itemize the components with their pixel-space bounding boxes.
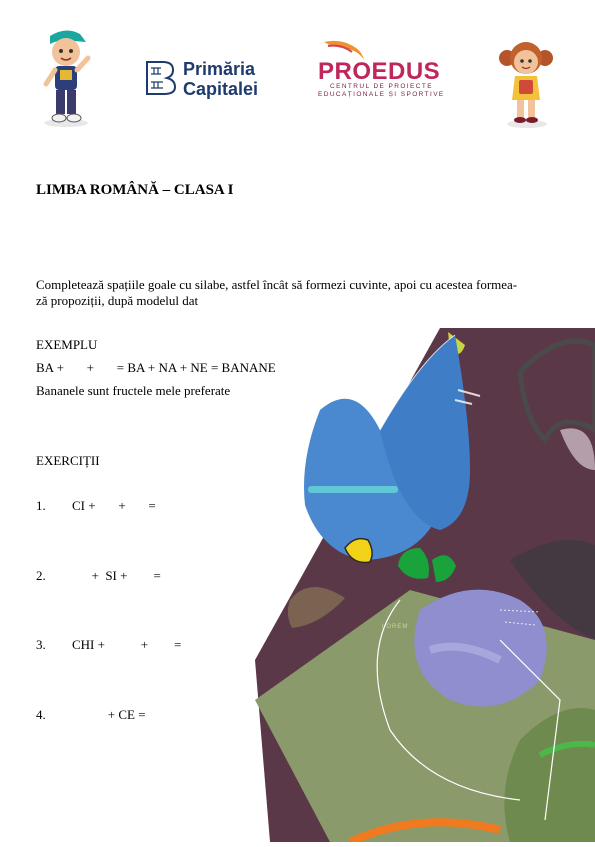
exercise-1-text: CI + + =	[72, 498, 156, 513]
example-sentence: Bananele sunt fructele mele preferate	[36, 383, 231, 398]
exercise-2-text: + SI + =	[72, 568, 161, 583]
proedus-subtitle-line2: EDUCAȚIONALE ȘI SPORTIVE	[318, 91, 445, 98]
example-heading: EXEMPLU	[36, 337, 98, 352]
proedus-logo-name: PROEDUS	[318, 58, 441, 85]
exercise-number: 3.	[36, 637, 46, 652]
proedus-subtitle-line1: CENTRUL DE PROIECTE	[330, 83, 433, 90]
example-formula: BA + + = BA + NA + NE = BANANE	[36, 360, 276, 375]
primaria-logo-line2: Capitalei	[183, 79, 259, 99]
decor-lorem-text: LOREM	[382, 624, 409, 630]
exercise-number: 4.	[36, 707, 46, 722]
exercise-3-text: CHI + + =	[72, 637, 182, 652]
primaria-logo-line1: Primăria	[183, 59, 256, 79]
exercise-number: 1.	[36, 498, 46, 513]
page-title: LIMBA ROMÂNĂ – CLASA I	[36, 182, 234, 198]
exercise-number: 2.	[36, 568, 46, 583]
instruction-text: Completează spațiile goale cu silabe, astfel încât să formezi cuvinte, apoi cu acestea formea- ză propoziții, după modelul dat	[36, 277, 518, 308]
exercise-4-text: + CE =	[72, 707, 146, 722]
exercises-heading: EXERCIȚII	[36, 453, 100, 468]
